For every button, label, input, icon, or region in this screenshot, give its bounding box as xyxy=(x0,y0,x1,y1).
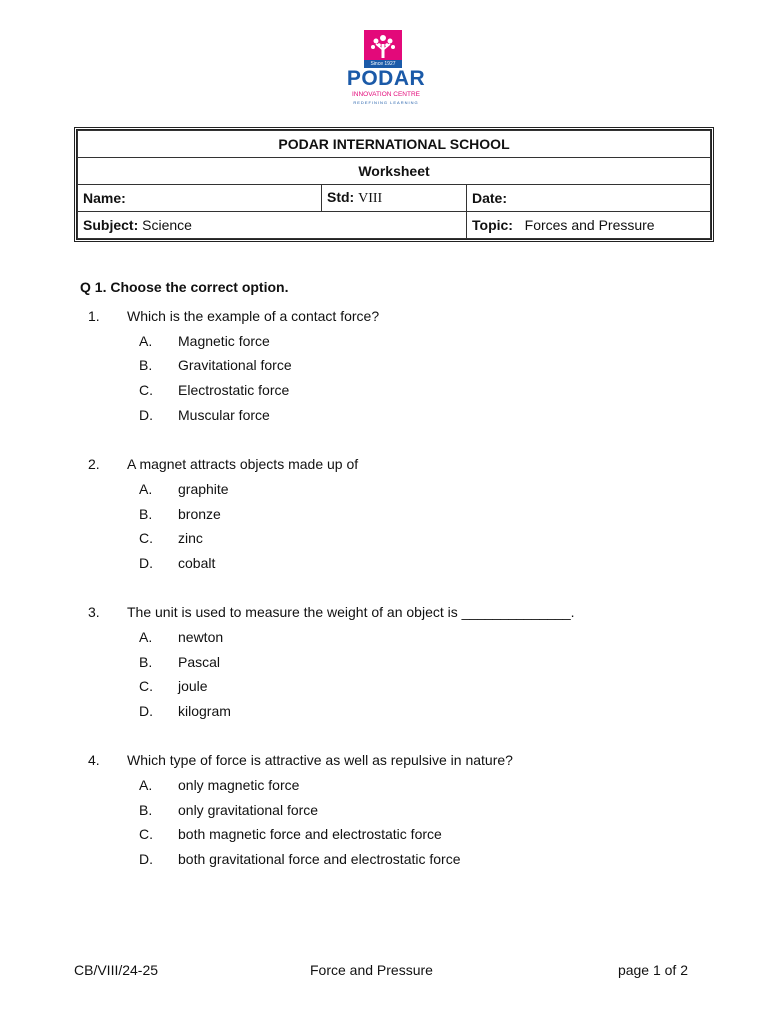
option xyxy=(88,353,728,378)
option-label: B. xyxy=(139,505,153,522)
school-name: PODAR INTERNATIONAL SCHOOL xyxy=(78,131,711,158)
option xyxy=(88,798,728,823)
page-footer xyxy=(74,962,714,982)
option-text: bronze xyxy=(178,505,221,522)
question-text: A magnet attracts objects made up of xyxy=(127,456,359,473)
option-label: C. xyxy=(139,530,153,547)
option-text: Electrostatic force xyxy=(178,382,290,399)
question-3 xyxy=(88,600,728,723)
option-label: D. xyxy=(139,851,153,868)
question-number: 4. xyxy=(88,752,100,769)
option xyxy=(88,477,728,502)
option xyxy=(88,699,728,724)
option xyxy=(88,650,728,675)
date-label: Date: xyxy=(472,190,508,206)
question-2 xyxy=(88,452,728,575)
logo-tagline: REDEFINING LEARNING xyxy=(353,100,419,105)
std-cell xyxy=(322,185,467,212)
option-text: Muscular force xyxy=(178,406,270,423)
question-text: Which type of force is attractive as well as repulsive in nature? xyxy=(127,752,513,769)
topic-label: Topic: xyxy=(472,217,513,233)
option-label: A. xyxy=(139,332,153,349)
option-label: D. xyxy=(139,703,153,719)
option-label: C. xyxy=(139,678,153,695)
header-table xyxy=(74,127,714,242)
option-label: D. xyxy=(139,406,153,423)
option-text: Pascal xyxy=(178,653,221,670)
option-text: kilogram xyxy=(178,703,231,719)
name-cell xyxy=(78,185,322,212)
option-label: D. xyxy=(139,554,153,571)
question-number: 2. xyxy=(88,456,100,473)
question-text: The unit is used to measure the weight of an object is ______________. xyxy=(127,604,575,621)
option-label: A. xyxy=(139,480,153,497)
option xyxy=(88,502,728,527)
std-label: Std: xyxy=(327,189,355,205)
option-text: both magnetic force and electrostatic force xyxy=(178,826,442,843)
option-text: graphite xyxy=(178,480,229,497)
option-text: Magnetic force xyxy=(178,332,270,349)
topic-value: Forces and Pressure xyxy=(524,217,655,233)
footer-title: Force and Pressure xyxy=(310,962,433,978)
question-list xyxy=(88,304,728,872)
option xyxy=(88,329,728,354)
option-text: both gravitational force and electrostatic force xyxy=(178,851,461,868)
option-label: C. xyxy=(139,382,153,399)
subject-cell xyxy=(78,212,467,239)
subject-label: Subject: xyxy=(83,217,139,233)
option xyxy=(88,378,728,403)
subject-value: Science xyxy=(142,217,192,233)
footer-code: CB/VIII/24-25 xyxy=(74,962,159,978)
section-title: Q 1. Choose the correct option. xyxy=(80,279,289,295)
option-text: newton xyxy=(178,628,224,645)
footer-page-number: page 1 of 2 xyxy=(617,962,688,978)
name-label: Name: xyxy=(83,190,126,206)
doc-type: Worksheet xyxy=(78,158,711,185)
option xyxy=(88,526,728,551)
option-text: only gravitational force xyxy=(178,801,319,818)
date-cell xyxy=(467,185,711,212)
option xyxy=(88,625,728,650)
question-number: 1. xyxy=(88,308,100,324)
option-text: Gravitational force xyxy=(178,357,292,374)
option-text: joule xyxy=(178,678,208,695)
option xyxy=(88,847,728,872)
question-number: 3. xyxy=(88,604,100,621)
option-text: zinc xyxy=(178,530,203,547)
option xyxy=(88,773,728,798)
question-4 xyxy=(88,748,728,871)
question-text: Which is the example of a contact force? xyxy=(127,308,380,324)
logo-subtitle: INNOVATION CENTRE xyxy=(351,91,420,98)
option-label: B. xyxy=(139,653,153,670)
option-label: B. xyxy=(139,801,153,818)
option xyxy=(88,551,728,576)
std-value: VIII xyxy=(358,191,383,206)
logo-since: Since 1927 xyxy=(364,60,402,68)
option-label: A. xyxy=(139,777,153,794)
option-label: C. xyxy=(139,826,153,843)
option-label: B. xyxy=(139,357,153,374)
option-text: only magnetic force xyxy=(178,777,300,794)
option-label: A. xyxy=(139,628,153,645)
option xyxy=(88,403,728,428)
option xyxy=(88,822,728,847)
school-logo xyxy=(336,30,436,112)
option xyxy=(88,674,728,699)
topic-cell xyxy=(467,212,711,239)
logo-name: PODAR xyxy=(346,67,426,90)
question-1 xyxy=(88,304,728,427)
option-text: cobalt xyxy=(178,554,216,571)
